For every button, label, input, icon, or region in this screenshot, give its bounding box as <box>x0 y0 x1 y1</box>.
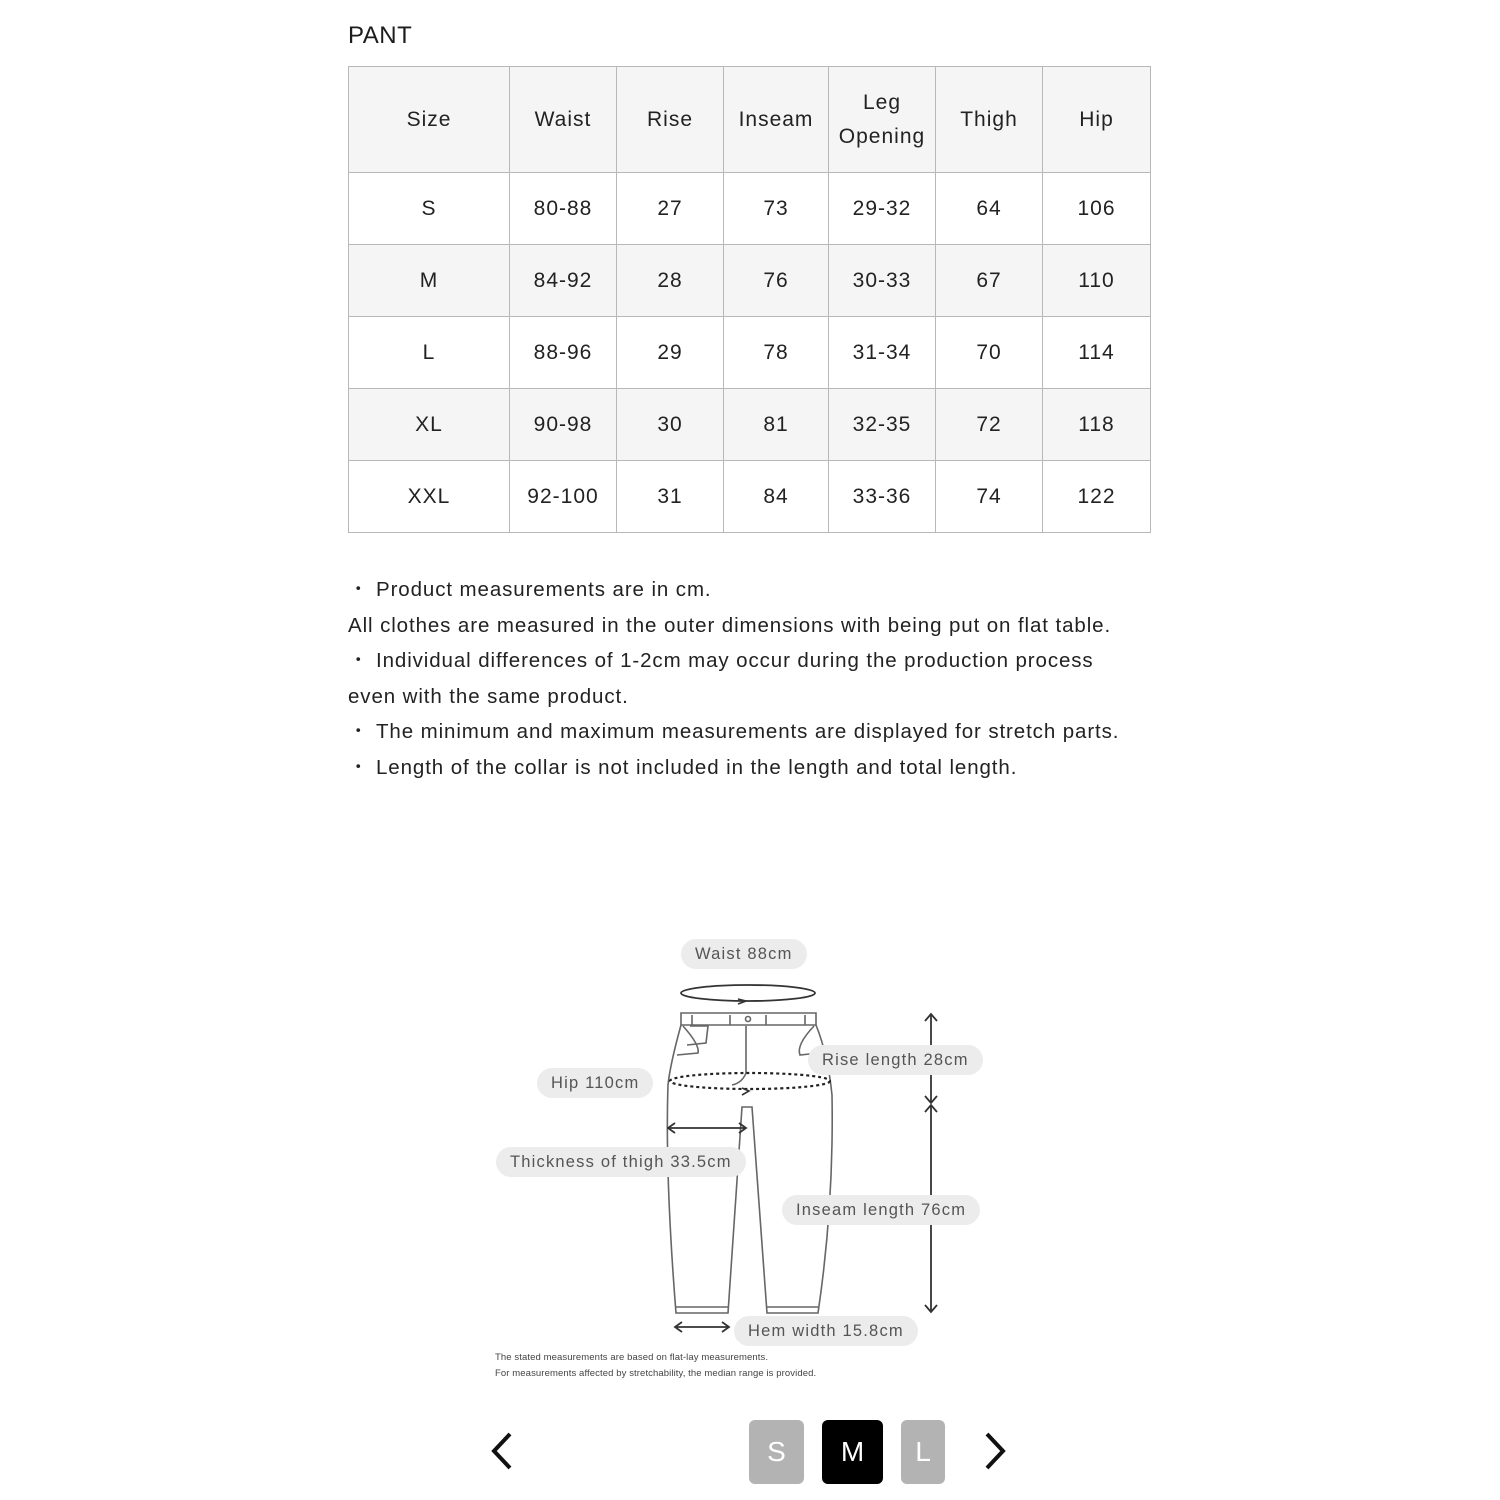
table-row <box>349 245 1151 317</box>
table-cell: 29 <box>617 317 724 389</box>
prev-button[interactable] <box>482 1425 522 1477</box>
column-header: Waist <box>510 67 617 173</box>
table-cell: XXL <box>349 461 510 533</box>
table-cell: 72 <box>936 389 1043 461</box>
note-line: All clothes are measured in the outer dimensions with being put on flat table. <box>348 613 1112 637</box>
fine-print-line: The stated measurements are based on flat-lay measurements. <box>495 1352 769 1363</box>
table-cell: 70 <box>936 317 1043 389</box>
rise-measure-label: Rise length 28cm <box>808 1045 983 1075</box>
column-header: Inseam <box>724 67 829 173</box>
chevron-left-icon <box>489 1431 515 1471</box>
table-header-row <box>349 67 1151 173</box>
hip-measure-label: Hip 110cm <box>537 1068 653 1098</box>
column-header: Thigh <box>936 67 1043 173</box>
table-cell: 106 <box>1043 173 1151 245</box>
table-cell: 114 <box>1043 317 1151 389</box>
table-cell: 31-34 <box>829 317 936 389</box>
table-cell: 73 <box>724 173 829 245</box>
table-cell: 30 <box>617 389 724 461</box>
table-cell: 33-36 <box>829 461 936 533</box>
table-cell: 30-33 <box>829 245 936 317</box>
inseam-measure-label: Inseam length 76cm <box>782 1195 980 1225</box>
table-row <box>349 461 1151 533</box>
note-line: ・ Length of the collar is not included in the length and total length. <box>348 755 1018 779</box>
table-cell: 90-98 <box>510 389 617 461</box>
fine-print-line: For measurements affected by stretchability, the median range is provided. <box>495 1368 817 1379</box>
column-header: Hip <box>1043 67 1151 173</box>
table-body <box>349 173 1151 533</box>
column-header: Rise <box>617 67 724 173</box>
table-cell: M <box>349 245 510 317</box>
table-cell: 27 <box>617 173 724 245</box>
table-cell: 31 <box>617 461 724 533</box>
table-cell: 32-35 <box>829 389 936 461</box>
table-row <box>349 173 1151 245</box>
size-chart-table <box>348 66 1151 533</box>
table-cell: 84-92 <box>510 245 617 317</box>
thigh-measure-label: Thickness of thigh 33.5cm <box>496 1147 746 1177</box>
note-line: ・ The minimum and maximum measurements are displayed for stretch parts. <box>348 720 1120 743</box>
measurement-notes <box>348 572 1138 785</box>
table-cell: 74 <box>936 461 1043 533</box>
table-cell: XL <box>349 389 510 461</box>
pants-measurement-diagram <box>480 925 1040 1395</box>
table-cell: 84 <box>724 461 829 533</box>
section-title: PANT <box>348 22 413 49</box>
table-cell: 110 <box>1043 245 1151 317</box>
size-option-l[interactable]: L <box>901 1420 945 1484</box>
table-cell: 88-96 <box>510 317 617 389</box>
size-option-m[interactable]: M <box>822 1420 883 1484</box>
table-cell: 92-100 <box>510 461 617 533</box>
column-header: Size <box>349 67 510 173</box>
table-cell: 80-88 <box>510 173 617 245</box>
table-cell: 122 <box>1043 461 1151 533</box>
note-line: ・ Product measurements are in cm. <box>348 578 712 601</box>
size-option-s[interactable]: S <box>749 1420 804 1484</box>
table-row <box>349 317 1151 389</box>
table-cell: S <box>349 173 510 245</box>
hem-measure-label: Hem width 15.8cm <box>734 1316 918 1346</box>
waist-measure-label: Waist 88cm <box>681 939 807 969</box>
table-row <box>349 389 1151 461</box>
table-cell: 67 <box>936 245 1043 317</box>
next-button[interactable] <box>975 1425 1015 1477</box>
table-cell: 78 <box>724 317 829 389</box>
note-line: ・ Individual differences of 1-2cm may occur during the production process even with the same product. <box>348 649 1094 708</box>
table-cell: 29-32 <box>829 173 936 245</box>
table-cell: 64 <box>936 173 1043 245</box>
column-header: Leg Opening <box>829 67 936 173</box>
table-cell: L <box>349 317 510 389</box>
table-cell: 76 <box>724 245 829 317</box>
chevron-right-icon <box>982 1431 1008 1471</box>
table-cell: 81 <box>724 389 829 461</box>
table-cell: 118 <box>1043 389 1151 461</box>
table-cell: 28 <box>617 245 724 317</box>
